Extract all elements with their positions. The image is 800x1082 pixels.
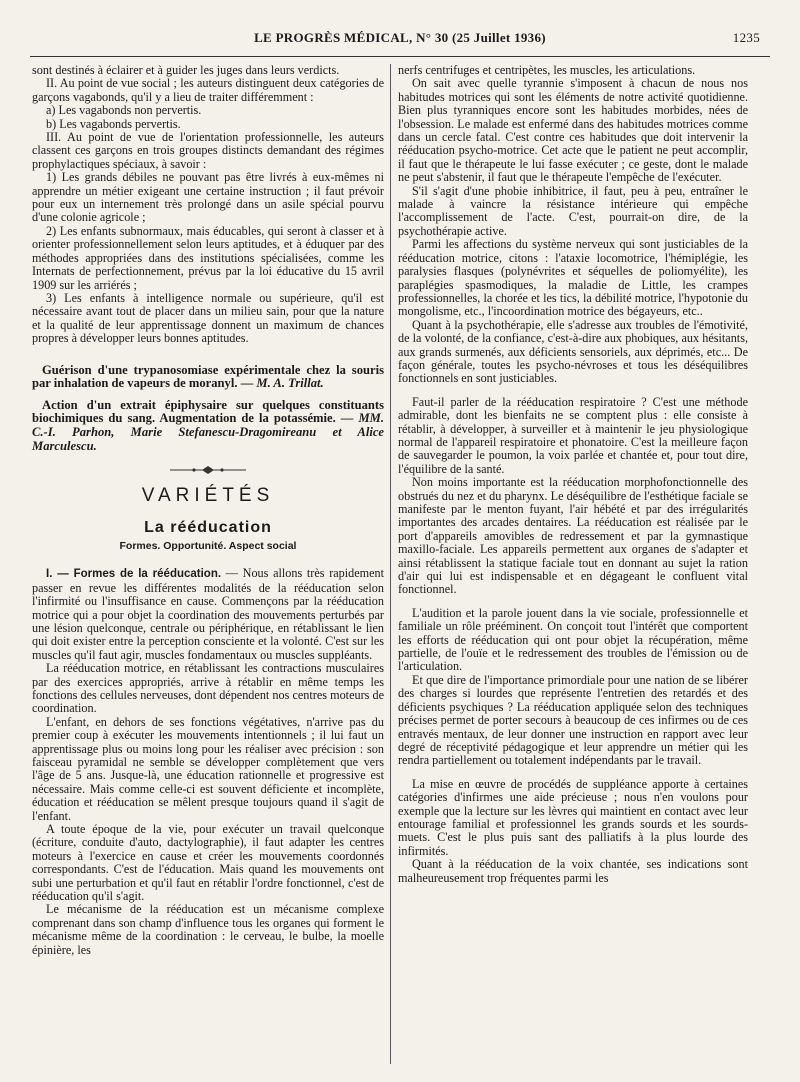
- list-item: b) Les vagabonds pervertis.: [46, 116, 181, 131]
- paragraph: Le mécanisme de la rééducation est un mécanisme complexe comprenant dans son champ d'influence tous les organes qui forment le mécanisme même de la coordination : le cerveau, le bulbe, la moelle épinière, les: [32, 902, 384, 957]
- paragraph: nerfs centrifuges et centripètes, les muscles, les articulations.: [398, 63, 696, 77]
- section-title: VARIÉTÉS: [141, 485, 275, 507]
- header-rule: [30, 56, 770, 57]
- article-title-text: Action d'un extrait épiphysaire sur quelques constituants biochimiques du sang. Augmentation de la potassémie. —: [32, 397, 384, 426]
- paragraph: [32, 567, 384, 662]
- paragraph-text: — Nous allons très rapidement passer en revue les différentes modalités de la rééducation selon l'infirmité ou l'insuffisance en cause. Commençons par la rééducation motrice qui a pour objet la coordination des mouvements perturbés par une lésion quelconque, centrale ou périphérique, en rétablissant le lien qui doit exister entre la perception consciente et la volonté. C'est sur les muscles qu'il faut agir, muscles fondamentaux ou muscles suppléants.: [32, 566, 385, 662]
- list-item: a) Les vagabonds non pervertis.: [46, 103, 202, 118]
- running-header: [30, 30, 770, 52]
- paragraph-lead: I. — Formes de la rééducation.: [46, 568, 222, 581]
- paragraph: S'il s'agit d'une phobie inhibitrice, il faut, peu à peu, entraîner le malade à vaincre la résistance intérieure qui empêche l'accomplissement de l'acte. C'est, pourrait-on dire, de la psychothérapie active.: [398, 183, 748, 238]
- paragraph: La mise en œuvre de procédés de suppléance apporte à certaines catégories d'infirmes une aide précieuse ; nous n'en voulons pour exemple que la lecture sur les lèvres qui maintient en contact avec leur entourage familial et professionnel les grands sourds et les sourds-muets. C'est le plus puis sant des palliatifs à la plus lourde des infirmités.: [398, 776, 748, 858]
- paragraph: A toute époque de la vie, pour exécuter un travail quelconque (écriture, conduite d'auto, dactylographie), il faut adapter les centres moteurs à l'exercice en cause et créer les mouvements coordonnés correspondants. C'est de l'éducation. Mais quand les mouvements ont subi une perturbation et qu'il faut en rétablir l'ordre fonctionnel, c'est de rééducation qu'il s'agit.: [32, 822, 384, 904]
- paragraph: II. Au point de vue social ; les auteurs distinguent deux catégories de garçons vagabonds, qu'il y a lieu de traiter différemment :: [32, 76, 384, 104]
- paragraph: III. Au point de vue de l'orientation professionnelle, les auteurs classent ces garçons en trois groupes distincts demandant des régimes prophylactiques spéciaux, à savoir :: [32, 130, 384, 171]
- paragraph: L'audition et la parole jouent dans la vie sociale, professionnelle et familiale un rôle prééminent. On conçoit tout l'intérêt que comportent les efforts de rééducation qui ont pour objet la récupération, même partielle, de l'ouïe et le redressement des troubles de l'émission ou de l'articulation.: [398, 605, 748, 674]
- paragraph: Quant à la rééducation de la voix chantée, ses indications sont malheureusement trop fréquentes parmi les: [398, 857, 748, 885]
- paragraph: Quant à la psychothérapie, elle s'adresse aux troubles de l'émotivité, de la volonté, de la confiance, c'est-à-dire aux phobiques, aux hésitants, aux grands surmenés, aux déficients sensoriels, aux déprimés, etc... De façon générale, toutes les psycho-névroses et tous les déséquilibres fonctionnels en sont justiciables.: [398, 317, 748, 386]
- paragraph: La rééducation motrice, en rétablissant les contractions musculaires par des exercices appropriés, arrive à rétablir en même temps les fonctions des cellules nerveuses, dont dépendent nos centres moteurs de coordination.: [32, 661, 384, 716]
- article-title: [32, 364, 384, 391]
- article-title: [32, 399, 384, 453]
- paragraph: Faut-il parler de la rééducation respiratoire ? C'est une méthode admirable, dont les bienfaits ne se comptent plus : elle consiste à rétablir, à développer, à surveiller et à maintenir le jeu physiologique normal de l'appareil respiratoire et phonatoire. C'est la meilleure façon de sauvegarder le poumon, la voix parlée et chantée et, pour tout dire, l'équilibre de la santé.: [398, 394, 748, 476]
- article-authors: MM. C.-I. Parhon, Marie Stefanescu-Dragomireanu et Alice Marculescu.: [32, 411, 384, 453]
- paragraph: Parmi les affections du système nerveux qui sont justiciables de la rééducation motrice, citons : l'ataxie locomotrice, l'hémiplégie, les paralysies flasques (polynévrites et séquelles de poliomyélite), les paraplégies spasmodiques, la maladie de Little, les crampes professionnelles, la chorée et les tics, la débilité motrice, l'hypotonie du mongolisme, etc., l'incoordination motrice des bégayeurs, etc..: [398, 237, 748, 319]
- left-column: [32, 64, 384, 957]
- paragraph: 1) Les grands débiles ne pouvant pas être livrés à eux-mêmes ni apprendre un métier exigeant une certaine instruction ; il faut prévoir pour eux un internement très prolongé dans un asile spécial pourvu d'une colonie agricole ;: [32, 170, 384, 225]
- paragraph: 2) Les enfants subnormaux, mais éducables, qui seront à classer et à orienter professionnellement selon leurs aptitudes, et à éduquer par des méthodes appropriées dans des institutions spécialisées, comme les Internats de perfectionnement, prévus par la loi éducative du 15 avril 1909 sur les arriérés ;: [32, 223, 384, 292]
- journal-title: LE PROGRÈS MÉDICAL, N° 30 (25 Juillet 1936): [254, 30, 546, 45]
- page-number: 1235: [732, 30, 760, 45]
- article-authors: M. A. Trillat.: [256, 376, 324, 391]
- column-divider: [390, 64, 391, 1064]
- paragraph: Non moins importante est la rééducation morphofonctionnelle des obstrués du nez et du pharynx. Le déséquilibre de l'esthétique faciale se manifeste par le menton fuyant, l'air hébété et par des irrégularités importantes des arcades dentaires. La rééducation est réalisée par le port d'appareils amovibles de redressement et par la gymnastique maxillo-faciale. Les appareils permettent aux organes de s'adapter et ainsi rétablissent la statique faciale tout en donnant au sujet la ration d'air qui lui est indispensable et en dégageant le confluent vital fonctionnel.: [398, 475, 748, 597]
- article-subheading: Formes. Opportunité. Aspect social: [119, 539, 297, 552]
- paragraph: 3) Les enfants à intelligence normale ou supérieure, qu'il est nécessaire avant tout de placer dans un milieu sain, pour que la nature et la qualité de leur apprentissage donnent un maximum de chances propres à développer leurs bonnes aptitudes.: [32, 290, 384, 346]
- article-title-text: Guérison d'une trypanosomiase expérimentale chez la souris par inhalation de vapeurs de moranyl. —: [32, 362, 384, 391]
- paragraph: L'enfant, en dehors de ses fonctions végétatives, n'arrive pas du premier coup à exécuter les mouvements intentionnels ; il lui faut un apprentissage plus ou moins long pour les réaliser avec précision : son faisceau pyramidal ne semble se développer complètement que vers l'âge de 5 ans. Jusque-là, une éducation rationnelle et progressive est nécessaire. Mais comme celle-ci est souvent déficiente et incomplète, éducation et rééducation se mêlent presque toujours quand il s'agit de l'enfant.: [32, 714, 384, 823]
- paragraph: On sait avec quelle tyrannie s'imposent à chacun de nous nos habitudes motrices qui sont les éléments de notre activité quotidienne. Bien plus tyranniques encore sont les habitudes morbides, nées de l'obsession. Le malade est enfermé dans des habitudes motrices comme dans un cercle fatal. C'est contre ces habitudes que doit intervenir la rééducation psycho-motrice. Cet acte que le patient ne peut accomplir, il faut que le thérapeute le lui fasse exécuter ; ce geste, dont le malade ne peut s'abstenir, il faut que le thérapeute l'empêche de l'exécuter.: [398, 76, 748, 185]
- paragraph: sont destinés à éclairer et à guider les juges dans leurs verdicts.: [32, 63, 340, 77]
- article-heading: La rééducation: [144, 518, 272, 536]
- paragraph: Et que dire de l'importance primordiale pour une nation de se libérer des charges si lourdes que représente l'entretien des retardés et des déficients psychiques ? La rééducation appliquée selon des techniques précises permet de porter secours à beaucoup de ces infirmes ou de ces entravés mentaux, de leur donner une instruction en rapport avec leur degré de réceptivité pédagogique et leur apprendre un métier qui les rendra partiellement ou totalement indépendants par le travail.: [398, 672, 748, 768]
- right-column: [398, 64, 748, 885]
- ornament-icon: [32, 465, 384, 475]
